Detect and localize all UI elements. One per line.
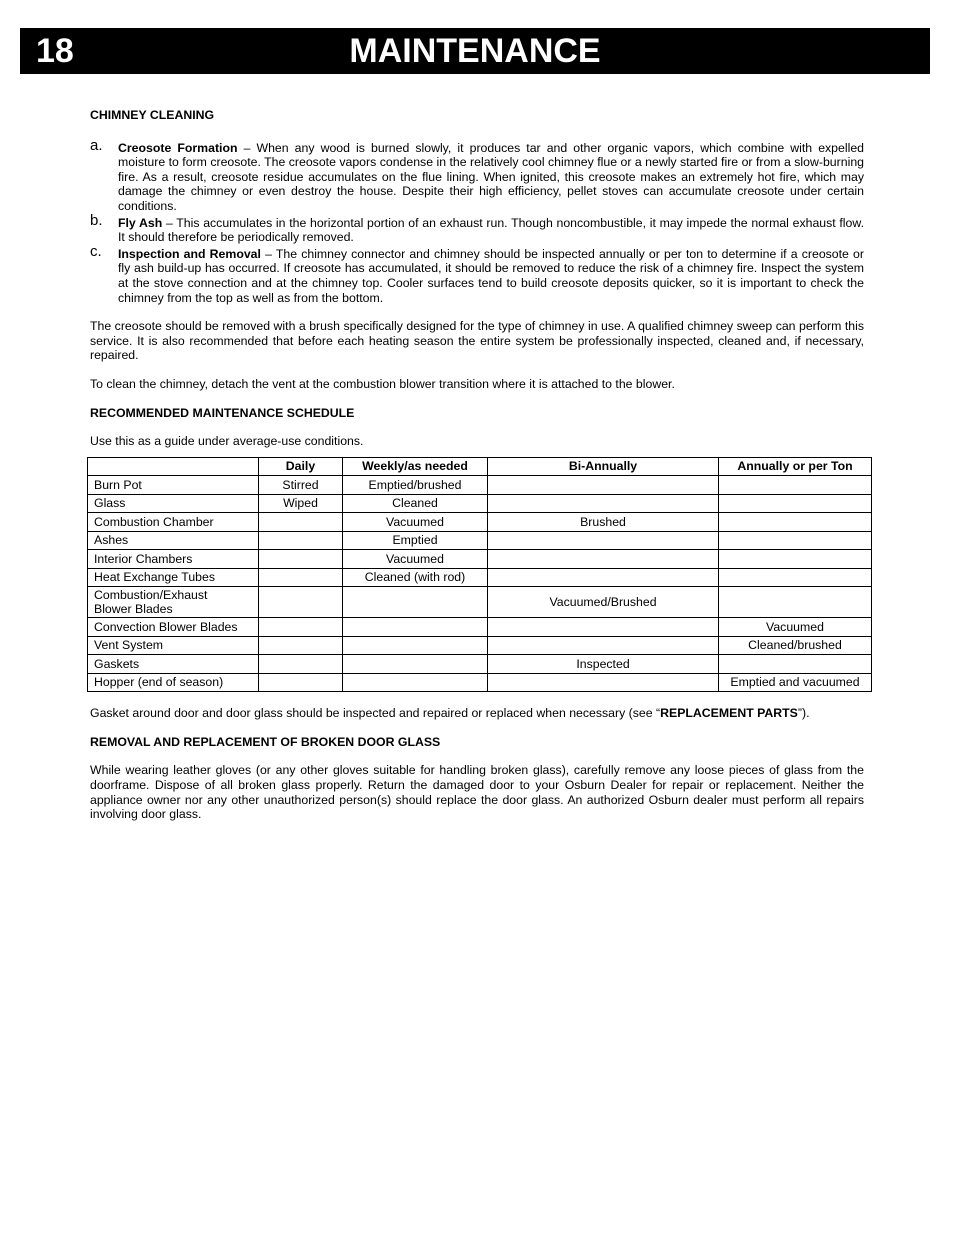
table-cell (259, 550, 343, 569)
text-inspection: – The chimney connector and chimney should be inspected annually or per ton to determine if a creosote or fly ash build-up has occurred. If creosote has accumulated, it should be removed to reduce the risk of a chimney fire. Inspect the system at the stove connection and at the chimney top. Cooler surfaces tend to build creosote deposits quicker, so it is important to check the chimney from the top as well as from the bottom. (118, 246, 864, 305)
table-row-label: Convection Blower Blades (88, 618, 259, 637)
list-marker: c. (90, 242, 102, 260)
table-cell (488, 476, 719, 495)
clean-chimney-paragraph: To clean the chimney, detach the vent at the combustion blower transition where it is attached to the blower. (90, 376, 675, 391)
table-cell: Cleaned/brushed (719, 636, 872, 655)
table-cell (343, 618, 488, 637)
table-row-label: Combustion/Exhaust Blower Blades (88, 587, 259, 618)
table-cell (259, 618, 343, 637)
column-header-bi-annually: Bi-Annually (488, 457, 719, 476)
list-marker: a. (90, 136, 103, 154)
term-creosote: Creosote Formation (118, 140, 238, 155)
table-row (88, 618, 872, 637)
table-row (88, 587, 872, 618)
table-row-label: Combustion Chamber (88, 513, 259, 532)
table-cell (343, 587, 488, 618)
table-cell (259, 568, 343, 587)
table-cell (719, 655, 872, 674)
column-header-annually: Annually or per Ton (719, 457, 872, 476)
table-row-label: Hopper (end of season) (88, 673, 259, 692)
table-row (88, 494, 872, 513)
page-number: 18 (36, 32, 74, 70)
table-cell (343, 655, 488, 674)
table-cell (719, 513, 872, 532)
table-row (88, 550, 872, 569)
table-cell: Emptied and vacuumed (719, 673, 872, 692)
table-cell: Brushed (488, 513, 719, 532)
term-inspection: Inspection and Removal (118, 246, 261, 261)
column-header-daily: Daily (259, 457, 343, 476)
table-cell: Stirred (259, 476, 343, 495)
schedule-heading: RECOMMENDED MAINTENANCE SCHEDULE (90, 405, 355, 420)
list-marker: b. (90, 211, 103, 229)
list-item-inspection (90, 242, 864, 305)
replacement-parts-reference: REPLACEMENT PARTS (660, 706, 798, 721)
chimney-list (90, 136, 864, 306)
table-cell (719, 550, 872, 569)
table-cell (488, 531, 719, 550)
text-fly-ash: – This accumulates in the horizontal portion of an exhaust run. Though noncombustible, it may impede the normal exhaust flow. It should therefore be periodically removed. (118, 215, 864, 245)
table-row-label: Vent System (88, 636, 259, 655)
table-cell (488, 568, 719, 587)
table-cell (343, 673, 488, 692)
gasket-note (90, 706, 864, 721)
page-title: MAINTENANCE (349, 32, 601, 70)
table-cell (719, 531, 872, 550)
table-cell: Emptied/brushed (343, 476, 488, 495)
schedule-intro: Use this as a guide under average-use conditions. (90, 434, 364, 449)
chimney-cleaning-heading: CHIMNEY CLEANING (90, 108, 215, 122)
table-cell: Vacuumed (343, 550, 488, 569)
table-cell: Cleaned (with rod) (343, 568, 488, 587)
table-cell (488, 494, 719, 513)
table-cell (259, 531, 343, 550)
table-cell (259, 513, 343, 532)
table-cell: Wiped (259, 494, 343, 513)
door-glass-paragraph: While wearing leather gloves (or any other gloves suitable for handling broken glass), carefully remove any loose pieces of glass from the doorframe. Dispose of all broken glass properly. Return the damaged door to your Osburn Dealer for repair or replacement. Neither the appliance owner nor any other unauthorized person(s) should replace the door glass. An authorized Osburn dealer must perform all repairs involving door glass. (90, 763, 864, 822)
table-cell (259, 587, 343, 618)
table-row-label: Ashes (88, 531, 259, 550)
table-cell (719, 494, 872, 513)
column-header-weekly: Weekly/as needed (343, 457, 488, 476)
table-cell (259, 636, 343, 655)
table-cell: Vacuumed (343, 513, 488, 532)
table-cell (719, 476, 872, 495)
gasket-note-text: Gasket around door and door glass should be inspected and repaired or replaced when necessary (see “ (90, 706, 661, 721)
table-cell (719, 568, 872, 587)
table-cell: Vacuumed/Brushed (488, 587, 719, 618)
table-row (88, 513, 872, 532)
table-row (88, 655, 872, 674)
list-item-fly-ash (90, 211, 864, 245)
table-row-label: Glass (88, 494, 259, 513)
table-row-label: Gaskets (88, 655, 259, 674)
table-row-label: Burn Pot (88, 476, 259, 495)
table-cell: Cleaned (343, 494, 488, 513)
page-header (20, 28, 930, 74)
table-row (88, 673, 872, 692)
table-cell (259, 673, 343, 692)
table-header-row (88, 457, 872, 476)
text-creosote: – When any wood is burned slowly, it produces tar and other organic vapors, which combine with expelled moisture to form creosote. The creosote vapors condense in the relatively cool chimney flue or a newly started fire or from a slow-burning fire. As a result, creosote residue accumulates on the flue lining. When ignited, this creosote makes an extremely hot fire, which may damage the chimney or even destroy the house. Despite their high efficiency, pellet stoves can accumulate creosote under certain conditions. (118, 140, 864, 213)
term-fly-ash: Fly Ash (118, 215, 163, 230)
table-cell: Inspected (488, 655, 719, 674)
table-cell (488, 636, 719, 655)
table-row (88, 531, 872, 550)
table-cell (488, 673, 719, 692)
maintenance-schedule-table (87, 457, 872, 693)
table-cell (488, 550, 719, 569)
table-cell (488, 618, 719, 637)
table-cell: Vacuumed (719, 618, 872, 637)
table-cell (719, 587, 872, 618)
table-row-label: Interior Chambers (88, 550, 259, 569)
door-glass-heading: REMOVAL AND REPLACEMENT OF BROKEN DOOR GLASS (90, 734, 441, 749)
column-header (88, 457, 259, 476)
gasket-note-end: ”). (797, 706, 810, 721)
table-row (88, 476, 872, 495)
table-body (88, 476, 872, 692)
table-row (88, 568, 872, 587)
table-cell: Emptied (343, 531, 488, 550)
creosote-removal-paragraph: The creosote should be removed with a brush specifically designed for the type of chimney in use. A qualified chimney sweep can perform this service. It is also recommended that before each heating season the entire system be professionally inspected, cleaned and, if necessary, repaired. (90, 319, 864, 363)
table-row (88, 636, 872, 655)
table-row-label: Heat Exchange Tubes (88, 568, 259, 587)
list-item-creosote (90, 136, 864, 214)
table-cell (259, 655, 343, 674)
page-content (90, 108, 864, 822)
table-cell (343, 636, 488, 655)
